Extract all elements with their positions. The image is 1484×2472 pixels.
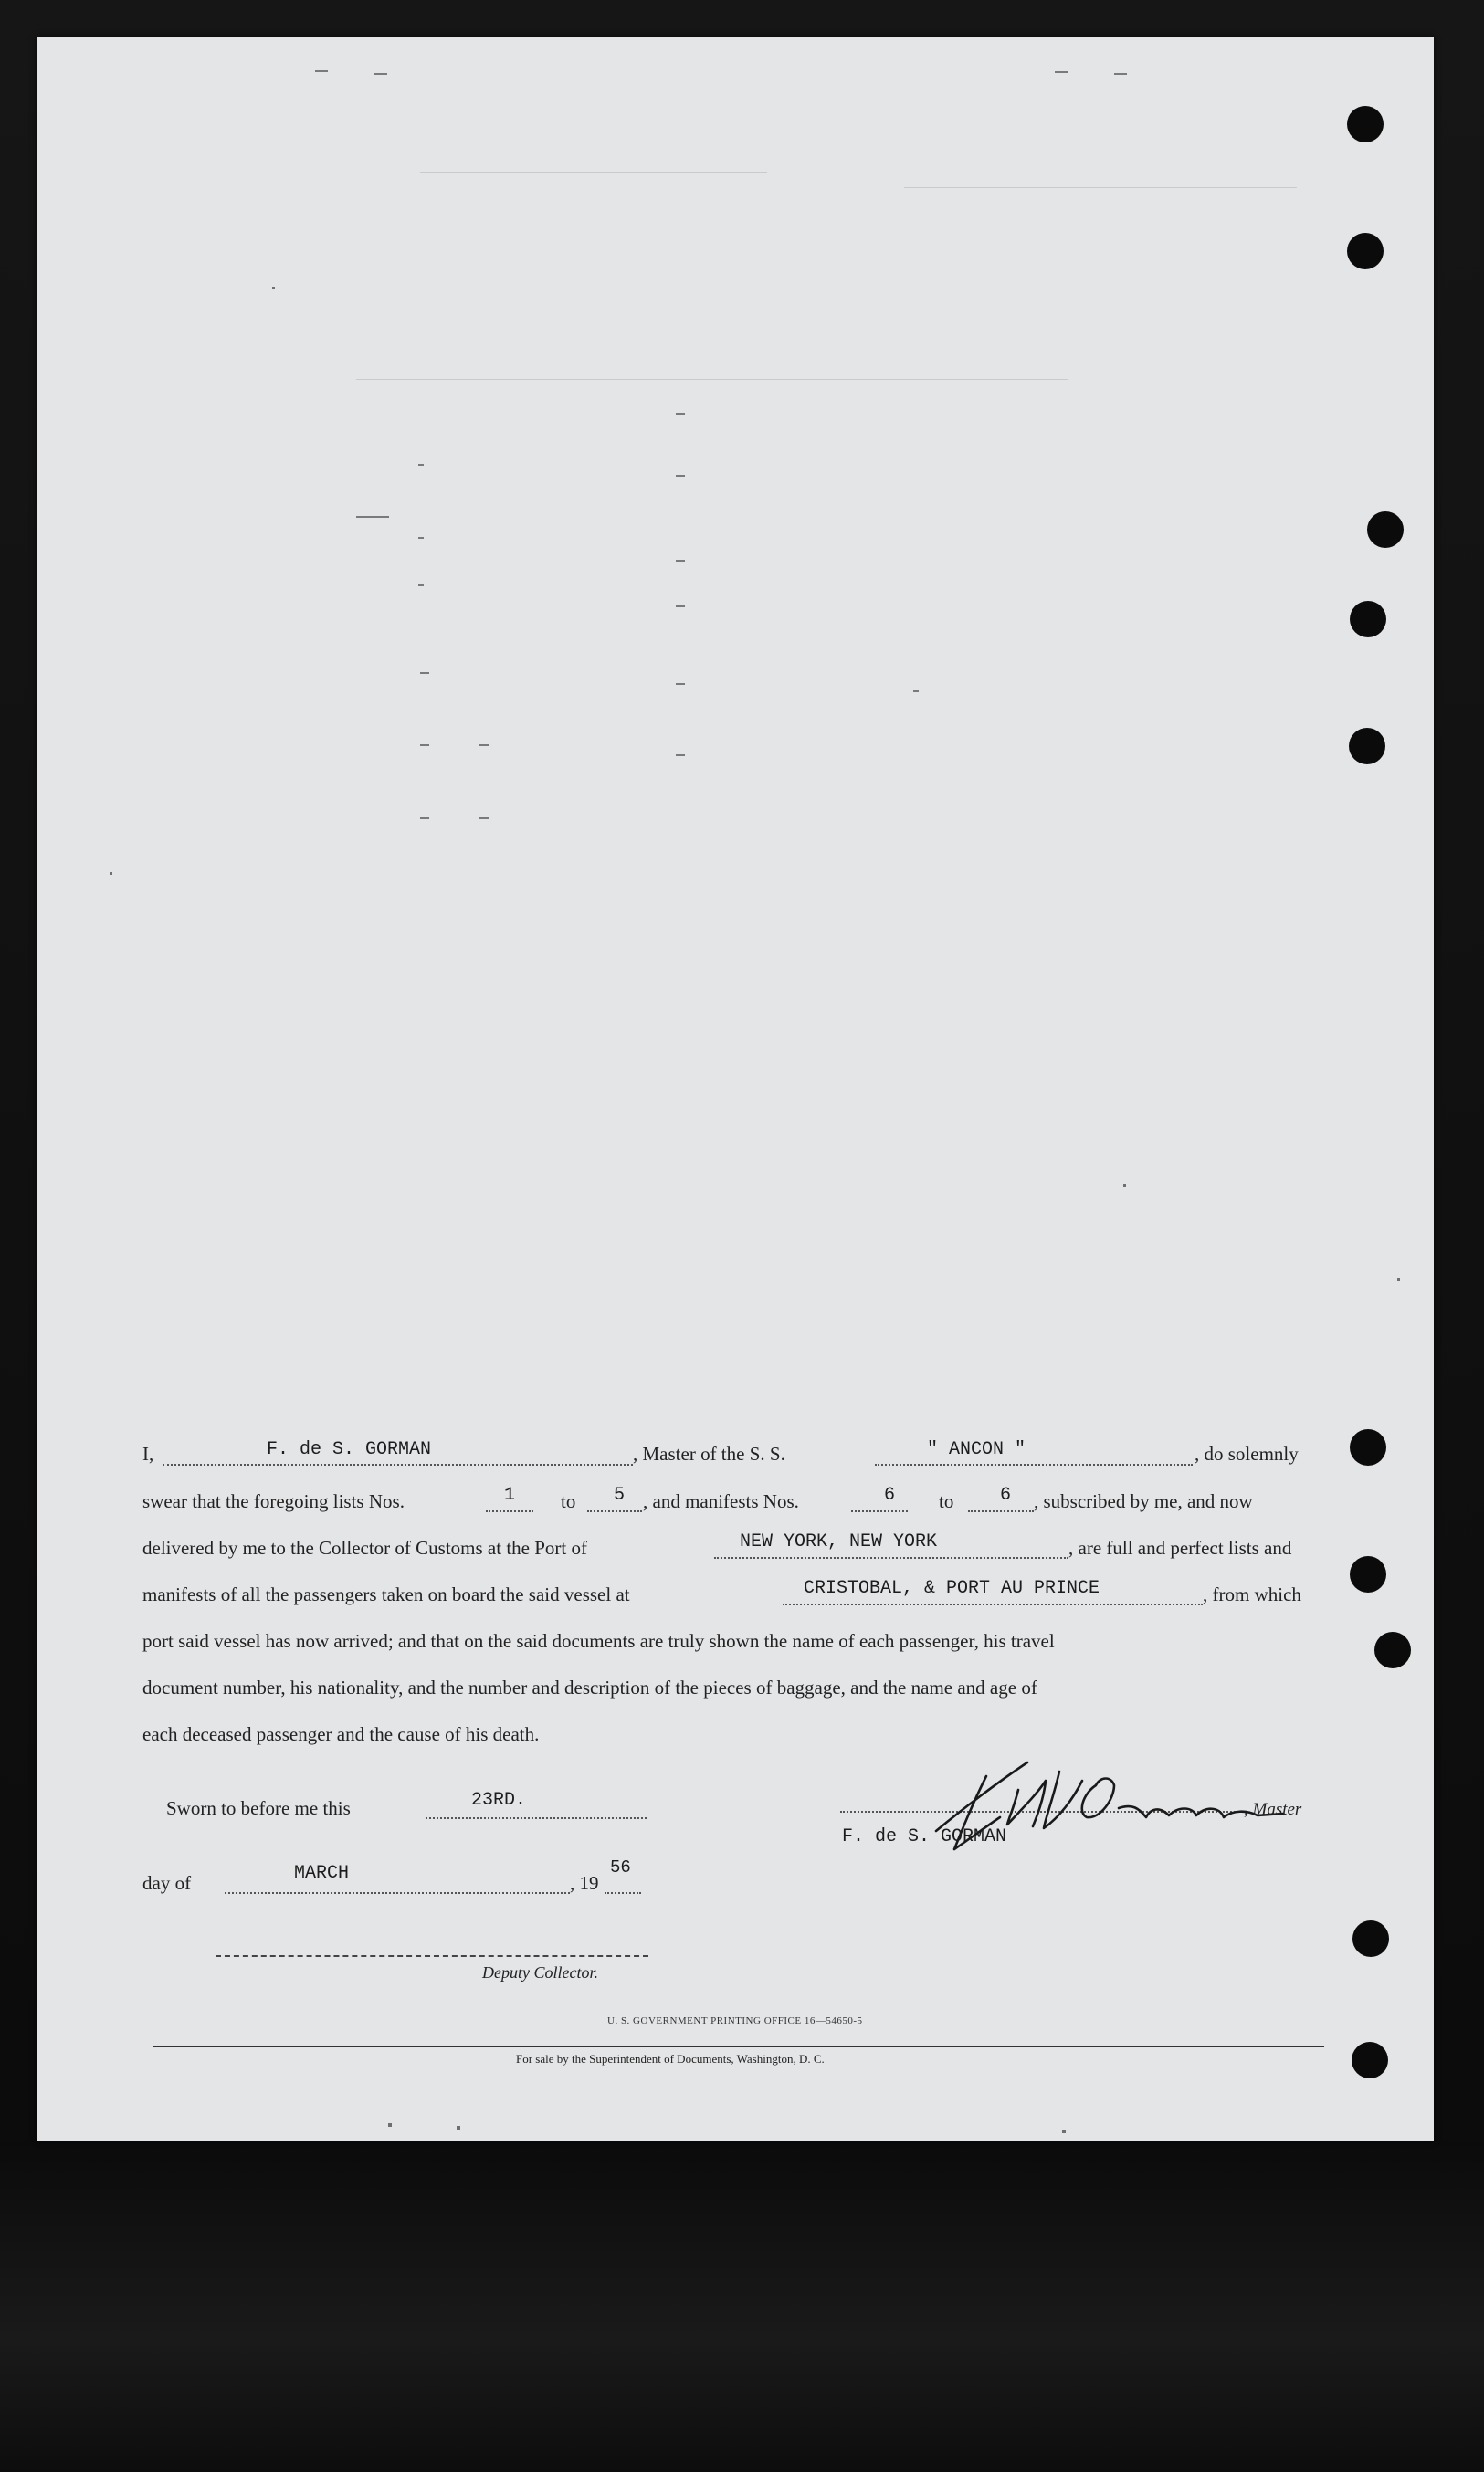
punch-hole bbox=[1350, 1429, 1386, 1466]
punch-hole bbox=[1350, 601, 1386, 637]
from-which-label: , from which bbox=[1203, 1583, 1301, 1605]
bleed-mark bbox=[418, 537, 424, 539]
document-page bbox=[37, 37, 1434, 2141]
speck bbox=[272, 287, 275, 289]
printing-office-note: U. S. GOVERNMENT PRINTING OFFICE 16—54650-5 bbox=[607, 2015, 863, 2026]
subscribed-label: , subscribed by me, and now bbox=[1034, 1490, 1253, 1512]
bleed-line bbox=[356, 379, 1068, 380]
year-value: 56 bbox=[610, 1857, 631, 1878]
vessel-value: " ANCON " bbox=[927, 1439, 1026, 1460]
bleed-mark bbox=[676, 754, 685, 756]
oath-line-7: each deceased passenger and the cause of his death. bbox=[142, 1723, 540, 1745]
bleed-mark bbox=[420, 817, 429, 819]
deputy-signature-line bbox=[216, 1955, 648, 1957]
master-typed-name: F. de S. GORMAN bbox=[842, 1826, 1007, 1847]
manifests-from-line bbox=[851, 1510, 908, 1512]
vessel-line bbox=[875, 1464, 1193, 1466]
punch-hole bbox=[1347, 106, 1384, 142]
punch-hole bbox=[1350, 1556, 1386, 1593]
bleed-mark bbox=[418, 584, 424, 586]
port-value: NEW YORK, NEW YORK bbox=[740, 1531, 938, 1552]
bleed-mark bbox=[479, 817, 489, 819]
speck bbox=[1062, 2130, 1066, 2133]
bleed-mark bbox=[676, 605, 685, 607]
scanner-bed bbox=[0, 2141, 1484, 2472]
bleed-mark bbox=[676, 560, 685, 562]
deputy-collector-label: Deputy Collector. bbox=[482, 1963, 598, 1982]
port-line bbox=[714, 1557, 1068, 1559]
bleed-mark bbox=[420, 744, 429, 746]
full-perfect-label: , are full and perfect lists and bbox=[1068, 1537, 1292, 1559]
punch-hole bbox=[1367, 511, 1404, 548]
manifests-to-line bbox=[968, 1510, 1034, 1512]
lists-from-line bbox=[486, 1510, 533, 1512]
year-prefix: , 19 bbox=[570, 1872, 599, 1894]
day-of-label: day of bbox=[142, 1872, 192, 1894]
speck bbox=[1397, 1278, 1400, 1281]
bleed-line bbox=[904, 187, 1297, 188]
speck bbox=[1123, 1184, 1126, 1187]
punch-hole bbox=[1352, 1920, 1389, 1957]
bleed-mark bbox=[1055, 71, 1068, 73]
lists-from-value: 1 bbox=[504, 1485, 516, 1506]
master-label: , Master bbox=[1244, 1800, 1302, 1819]
bleed-mark bbox=[676, 475, 685, 477]
footer-rule bbox=[153, 2046, 1324, 2047]
and-manifests-label: , and manifests Nos. bbox=[643, 1490, 799, 1512]
sworn-label: Sworn to before me this bbox=[166, 1797, 351, 1819]
master-name-line bbox=[163, 1464, 633, 1466]
delivered-label: delivered by me to the Collector of Customs at the Port of bbox=[142, 1537, 587, 1559]
sworn-day-value: 23RD. bbox=[471, 1790, 527, 1811]
bleed-mark bbox=[676, 683, 685, 685]
punch-hole bbox=[1349, 728, 1385, 764]
oath-line-6: document number, his nationality, and the number and description of the pieces of baggage, and the name and age of bbox=[142, 1677, 1037, 1699]
manifests-from-value: 6 bbox=[884, 1485, 896, 1506]
master-of-ss-label: , Master of the S. S. bbox=[633, 1443, 785, 1465]
for-sale-note: For sale by the Superintendent of Documents, Washington, D. C. bbox=[516, 2052, 825, 2066]
to-label-1: to bbox=[561, 1490, 576, 1512]
sworn-day-line bbox=[426, 1817, 647, 1819]
oath-line-5: port said vessel has now arrived; and that on the said documents are truly shown the name of each passenger, his travel bbox=[142, 1630, 1055, 1652]
bleed-mark bbox=[1114, 73, 1127, 75]
do-solemnly-label: , do solemnly bbox=[1195, 1443, 1299, 1465]
origin-line bbox=[783, 1604, 1203, 1605]
month-line bbox=[225, 1892, 570, 1894]
punch-hole bbox=[1374, 1632, 1411, 1668]
bleed-mark bbox=[676, 413, 685, 415]
bleed-mark bbox=[418, 464, 424, 466]
lists-to-value: 5 bbox=[614, 1485, 626, 1506]
year-line bbox=[605, 1892, 641, 1894]
bleed-mark bbox=[374, 73, 387, 75]
bleed-mark bbox=[420, 672, 429, 674]
punch-hole bbox=[1347, 233, 1384, 269]
swear-label: swear that the foregoing lists Nos. bbox=[142, 1490, 405, 1512]
to-label-2: to bbox=[939, 1490, 954, 1512]
bleed-mark bbox=[356, 516, 389, 518]
speck bbox=[457, 2126, 460, 2130]
bleed-line bbox=[420, 172, 767, 173]
month-value: MARCH bbox=[294, 1863, 350, 1884]
bleed-mark bbox=[479, 744, 489, 746]
manifests-all-label: manifests of all the passengers taken on board the said vessel at bbox=[142, 1583, 630, 1605]
punch-hole bbox=[1352, 2042, 1388, 2078]
manifests-to-value: 6 bbox=[1000, 1485, 1012, 1506]
speck bbox=[110, 872, 112, 875]
oath-i-label: I, bbox=[142, 1443, 154, 1465]
bleed-mark bbox=[913, 690, 919, 692]
speck bbox=[388, 2123, 392, 2127]
bleed-mark bbox=[315, 70, 328, 72]
lists-to-line bbox=[587, 1510, 642, 1512]
origin-value: CRISTOBAL, & PORT AU PRINCE bbox=[804, 1578, 1100, 1599]
master-name-value: F. de S. GORMAN bbox=[267, 1439, 432, 1460]
